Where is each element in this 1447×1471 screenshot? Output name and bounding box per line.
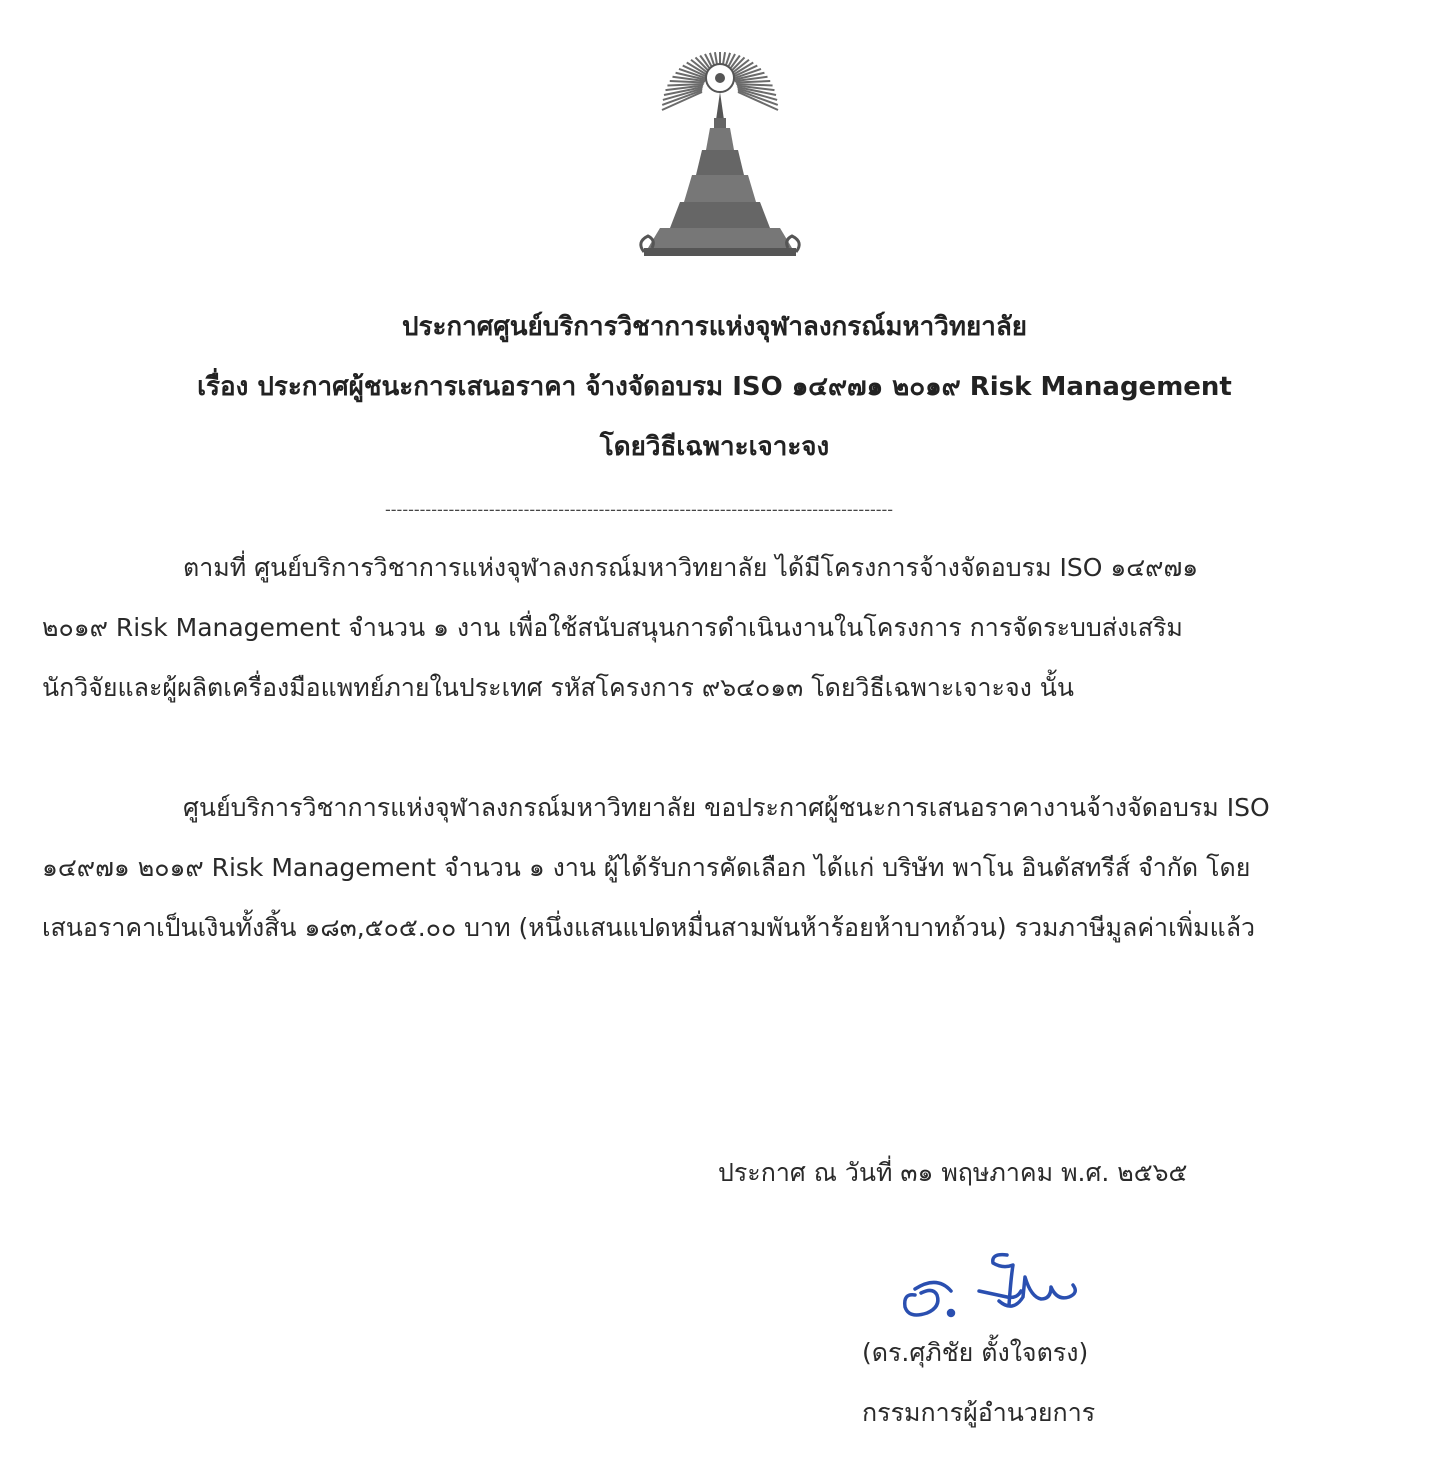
signer-position: กรรมการผู้อำนวยการ xyxy=(862,1398,1096,1427)
para2-line2: ๑๔๙๗๑ ๒๐๑๙ Risk Management จำนวน ๑ งาน ผู้ได้รับการคัดเลือก ได้แก่ บริษัท พาโน อินดัสทรีส์ จำกัด โดย xyxy=(42,853,1251,882)
phra-kiao-emblem-icon xyxy=(630,30,810,265)
para1-line2: ๒๐๑๙ Risk Management จำนวน ๑ งาน เพื่อใช้สนับสนุนการดำเนินงานในโครงการ การจัดระบบส่งเสริม xyxy=(42,613,1183,642)
announcement-date: ประกาศ ณ วันที่ ๓๑ พฤษภาคม พ.ศ. ๒๕๖๕ xyxy=(718,1158,1188,1187)
title-divider: ---------------------------------------------------------------------------------------- xyxy=(385,500,894,519)
announcement-subject: เรื่อง ประกาศผู้ชนะการเสนอราคา จ้างจัดอบรม ISO ๑๔๙๗๑ ๒๐๑๙ Risk Management xyxy=(197,372,1232,402)
announcement-method: โดยวิธีเฉพาะเจาะจง xyxy=(599,432,830,462)
para2-line1: ศูนย์บริการวิชาการแห่งจุฬาลงกรณ์มหาวิทยาลัย ขอประกาศผู้ชนะการเสนอราคางานจ้างจัดอบรม ISO xyxy=(183,793,1270,822)
para1-line3: นักวิจัยและผู้ผลิตเครื่องมือแพทย์ภายในประเทศ รหัสโครงการ ๙๖๔๐๑๓ โดยวิธีเฉพาะเจาะจง นั้น xyxy=(42,673,1074,702)
signer-name: (ดร.ศุภิชัย ตั้งใจตรง) xyxy=(862,1338,1089,1367)
para2-line3: เสนอราคาเป็นเงินทั้งสิ้น ๑๘๓,๕๐๕.๐๐ บาท (หนึ่งแสนแปดหมื่นสามพันห้าร้อยห้าบาทถ้วน) รวมภาษีมูลค่าเพิ่มแล้ว xyxy=(42,913,1256,942)
para1-line1: ตามที่ ศูนย์บริการวิชาการแห่งจุฬาลงกรณ์มหาวิทยาลัย ได้มีโครงการจ้างจัดอบรม ISO ๑๔๙๗๑ xyxy=(183,553,1199,582)
announcement-title: ประกาศศูนย์บริการวิชาการแห่งจุฬาลงกรณ์มหาวิทยาลัย xyxy=(402,312,1027,342)
handwritten-signature xyxy=(895,1245,1115,1325)
